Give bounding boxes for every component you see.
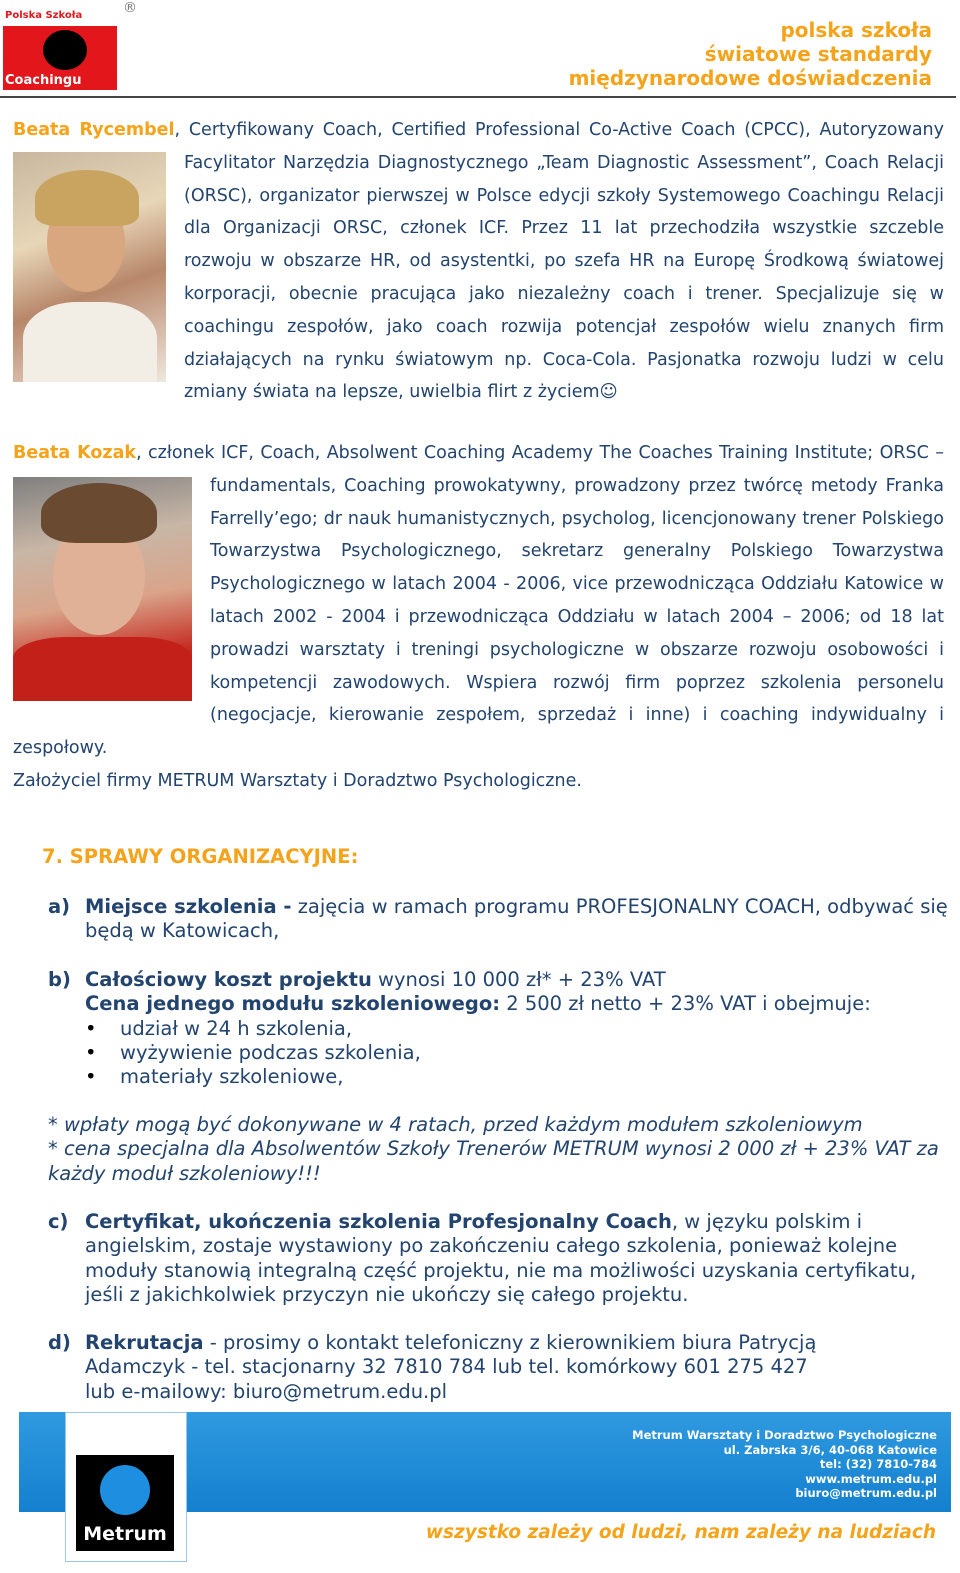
metrum-logo [65,1412,187,1562]
item-a-venue [48,895,948,944]
header-divider [0,96,956,98]
bio-description: , członek ICF, Coach, Absolwent Coaching Academy The Coaches Training Institute; ORSC – fundamentals, Coaching prowokatywny, prowadzony przez twórcę metody Franka Farrelly’ego; dr nauk humanistycznych, psycholog, licencjonowany trener Polskiego Towarzystwa Psychologicznego, sekretarz generalny Polskiego Towarzystwa Psychologicznego w latach 2004 - 2006, vice przewodnicząca Oddziału Katowice w latach 2002 - 2004 i przewodnicząca Oddziału w latach 2004 – 2006; od 18 lat prowadzi warsztaty i treningi psychologiczne w obszarze rozwoju osobowości i kompetencji zawodowych. Wspiera rozwój firm poprzez szkolenia personelu (negocjacje, kierowanie zespołem, sprzedaż i inne) i coaching indywidualny i zespołowy. [13,443,945,759]
item-c-certificate [48,1210,948,1307]
bio-beata-kozak [13,437,944,798]
logo-top-text: Polska Szkoła [5,10,83,21]
item-body [85,968,948,1089]
contact-line: biuro@metrum.edu.pl [795,1486,937,1501]
section-title: 7. SPRAWY ORGANIZACYJNE: [42,845,359,868]
item-heading: Rekrutacja [85,1331,204,1354]
item-letter: c) [48,1210,69,1233]
metrum-logo-box [76,1455,174,1551]
item-letter: b) [48,968,71,991]
item-body [85,1331,948,1404]
item-body [85,895,948,944]
bio-beata-rycembel [13,114,944,409]
contact-line: tel: (32) 7810-784 [819,1457,937,1472]
recruitment-line [85,1331,948,1355]
item-heading: Całościowy koszt projektu [85,968,372,991]
logo-bottom-text: Coachingu [5,73,82,88]
tagline-line: międzynarodowe doświadczenia [568,66,932,90]
item-b-cost [48,968,948,1089]
note-line: * wpłaty mogą być dokonywane w 4 ratach, przed każdym modułem szkoleniowym [48,1113,863,1136]
item-letter: a) [48,895,71,918]
module-price-line [85,992,948,1016]
included-list [85,1017,948,1090]
tagline-line: światowe standardy [704,42,932,66]
item-text: zajęcia w ramach programu PROFESJONALNY COACH, odbywać się będą w Katowicach, [85,895,948,943]
item-letter: d) [48,1331,71,1354]
item-text: , w języku polskim i angielskim, zostaje wystawiony po zakończeniu całego szkolenia, ponieważ kolejne moduły stanowią integralną część projektu, nie ma możliwości uzyskania certyfikatu, jeśli z jakichkolwiek przyczyn nie ukończy się całego projektu. [85,1210,917,1306]
item-text: 2 500 zł netto + 23% VAT i obejmuje: [500,992,871,1016]
bio-founder-line: Założyciel firmy METRUM Warsztaty i Doradztwo Psychologiczne. [13,770,582,791]
contact-line: Metrum Warsztaty i Doradztwo Psychologiczne [632,1428,937,1442]
note-line: * cena specjalna dla Absolwentów Szkoły Trenerów METRUM wynosi 2 000 zł + 23% VAT za każdy moduł szkoleniowy!!! [48,1137,939,1185]
item-heading: Miejsce szkolenia - [85,895,292,918]
portrait-photo-beata-kozak [13,477,192,701]
bio-name: Beata Kozak [13,443,137,463]
list-item: • materiały szkoleniowe, [85,1065,948,1089]
list-item: • udział w 24 h szkolenia, [85,1017,948,1041]
registered-mark: ® [123,0,137,16]
hair-shape [41,483,157,543]
cost-line [85,968,948,992]
metrum-logo-ball [100,1465,150,1515]
contact-line: ul. Zabrska 3/6, 40-068 Katowice [723,1442,937,1457]
polska-szkola-coachingu-logo [3,8,117,90]
bio-description: , Certyfikowany Coach, Certified Professional Co-Active Coach (CPCC), Autoryzowany Facylitator Narzędzia Diagnostycznego „Team Diagnostic Assessment”, Coach Relacji (ORSC), organizator pierwszej w Polsce edycji szkoły Systemowego Coachingu Relacji dla Organizacji ORSC, członek ICF. Przez 11 lat przechodziła wszystkie szczeble rozwoju w obszarze HR, od asystentki, po szefa HR na Europę Środkową światowej korporacji, obecnie pracująca jako niezależny coach i trener. Specjalizuje się w coachingu zespołów, jako coach rozwija potencjał zespołów wielu znanych firm działających na rynku światowym np. Coca-Cola. Pasjonatka rozwoju ludzi w celu zmiany świata na lepsze, uwielbia flirt z życiem☺ [174,120,944,403]
item-body [85,1210,948,1307]
contact-line: www.metrum.edu.pl [805,1471,937,1486]
recruitment-phone-line: Adamczyk - tel. stacjonarny 32 7810 784 lub tel. komórkowy 601 275 427 [85,1355,808,1379]
payment-notes [48,1113,948,1186]
metrum-logo-text: Metrum [83,1523,167,1545]
footer-contact [632,1428,937,1501]
shirt-shape [23,302,157,382]
recruitment-email-line: lub e-mailowy: biuro@metrum.edu.pl [85,1379,448,1403]
portrait-photo-beata-rycembel [13,152,166,382]
hair-shape [35,170,139,226]
item-heading: Certyfikat, ukończenia szkolenia Profesjonalny Coach [85,1210,672,1233]
footer-slogan: wszystko zależy od ludzi, nam zależy na ludziach [425,1522,936,1543]
item-text: wynosi 10 000 zł* + 23% VAT [371,968,666,991]
bio-name: Beata Rycembel [13,120,175,140]
list-item: • wyżywienie podczas szkolenia, [85,1041,948,1065]
tagline-line: polska szkoła [780,18,932,42]
logo-black-dot [43,30,87,70]
item-heading: Cena jednego modułu szkoleniowego: [85,992,501,1016]
header-tagline [569,18,932,90]
jacket-shape [13,637,192,701]
item-text: - prosimy o kontakt telefoniczny z kierownikiem biura Patrycją [203,1331,817,1354]
item-d-recruitment [48,1331,948,1404]
